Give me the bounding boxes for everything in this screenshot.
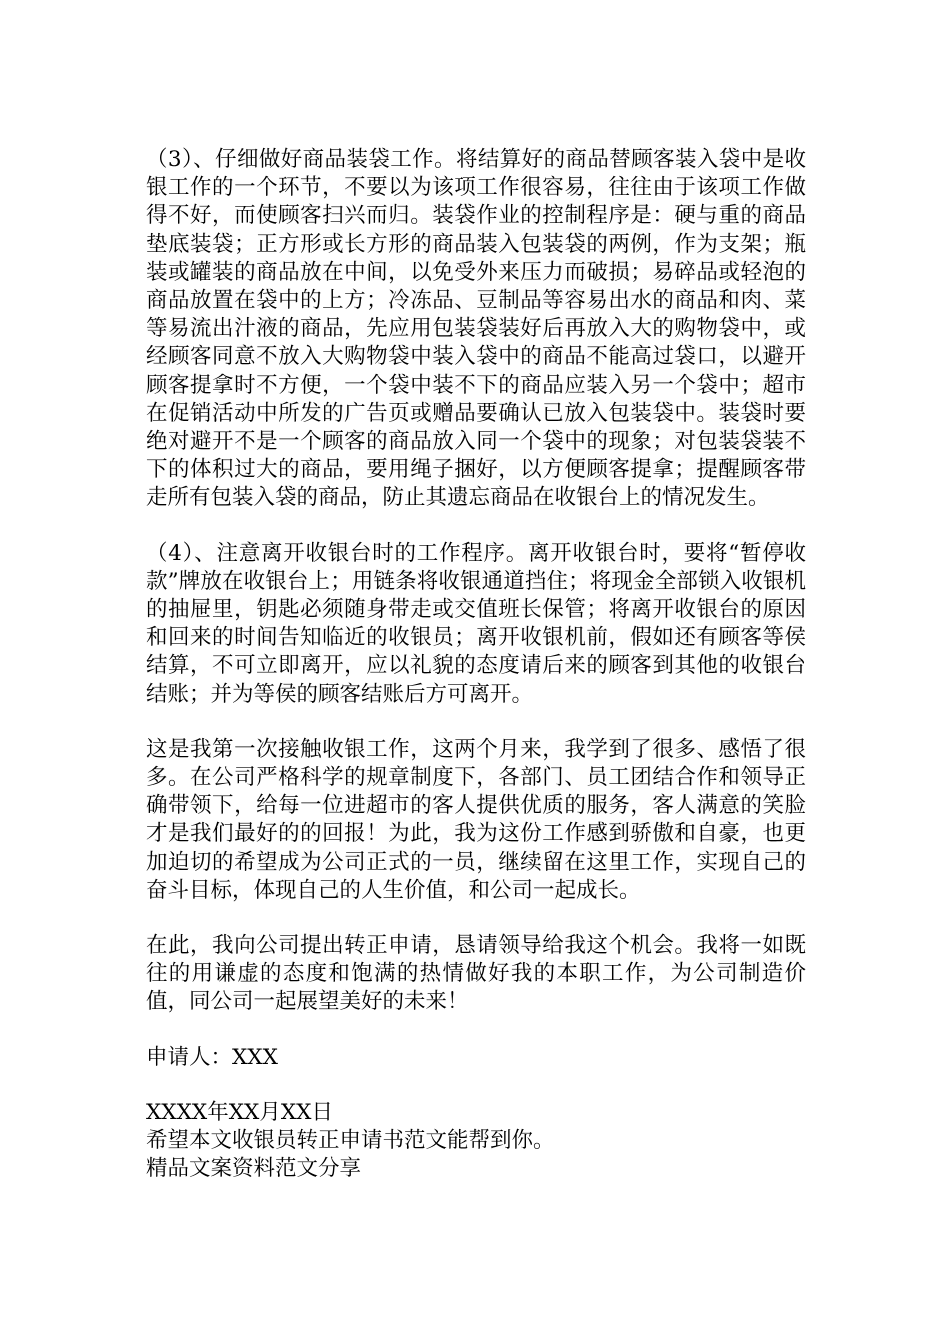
footer-line: 精品文案资料范文分享 [146,1156,362,1182]
note-line: 希望本文收银员转正申请书范文能帮到你。 [146,1128,555,1154]
paragraph-application: 在此，我向公司提出转正申请，恳请领导给我这个机会。我将一如既往的用谦虚的态度和饱满的热情做好我的本职工作，为公司制造价值，同公司一起展望美好的未来！ [146,933,806,1015]
paragraph-experience: 这是我第一次接触收银工作，这两个月来，我学到了很多、感悟了很多。在公司严格科学的规章制度下，各部门、员工团结合作和领导正确带领下，给每一位进超市的客人提供优质的服务，客人满意的笑脸才是我们最好的的回报！为此，我为这份工作感到骄傲和自豪，也更加迫切的希望成为公司正式的一员，继续留在这里工作，实现自己的奋斗目标，体现自己的人生价值，和公司一起成长。 [146,736,806,903]
applicant-line: 申请人：XXX [146,1044,278,1070]
paragraph-bagging-procedure: （3）、仔细做好商品装袋工作。将结算好的商品替顾客装入袋中是收银工作的一个环节，不要以为该项工作很容易，往往由于该项工作做得不好，而使顾客扫兴而归。装袋作业的控制程序是：硬与重的商品垫底装袋；正方形或长方形的商品装入包装袋的两例，作为支架；瓶装或罐装的商品放在中间，以免受外来压力而破损；易碎品或轻泡的商品放置在袋中的上方；冷冻品、豆制品等容易出水的商品和肉、菜等易流出汁液的商品，先应用包装袋装好后再放入大的购物袋中，或经顾客同意不放入大购物袋中装入袋中的商品不能高过袋口，以避开顾客提拿时不方便，一个袋中装不下的商品应装入另一个袋中；超市在促销活动中所发的广告页或赠品要确认已放入包装袋中。装袋时要绝对避开不是一个顾客的商品放入同一个袋中的现象；对包装袋装不下的体积过大的商品，要用绳子捆好，以方便顾客提拿；提醒顾客带走所有包装入袋的商品，防止其遗忘商品在收银台上的情况发生。 [146,147,806,511]
paragraph-leaving-register: （4）、注意离开收银台时的工作程序。离开收银台时，要将“暂停收款”牌放在收银台上；用链条将收银通道挡住；将现金全部锁入收银机的抽屉里，钥匙必须随身带走或交值班长保管；将离开收银台的原因和回来的时间告知临近的收银员；离开收银机前，假如还有顾客等侯结算，不可立即离开，应以礼貌的态度请后来的顾客到其他的收银台结账；并为等侯的顾客结账后方可离开。 [146,540,806,707]
document-body [146,146,806,1184]
date-line: XXXX年XX月XX日 [146,1099,333,1125]
